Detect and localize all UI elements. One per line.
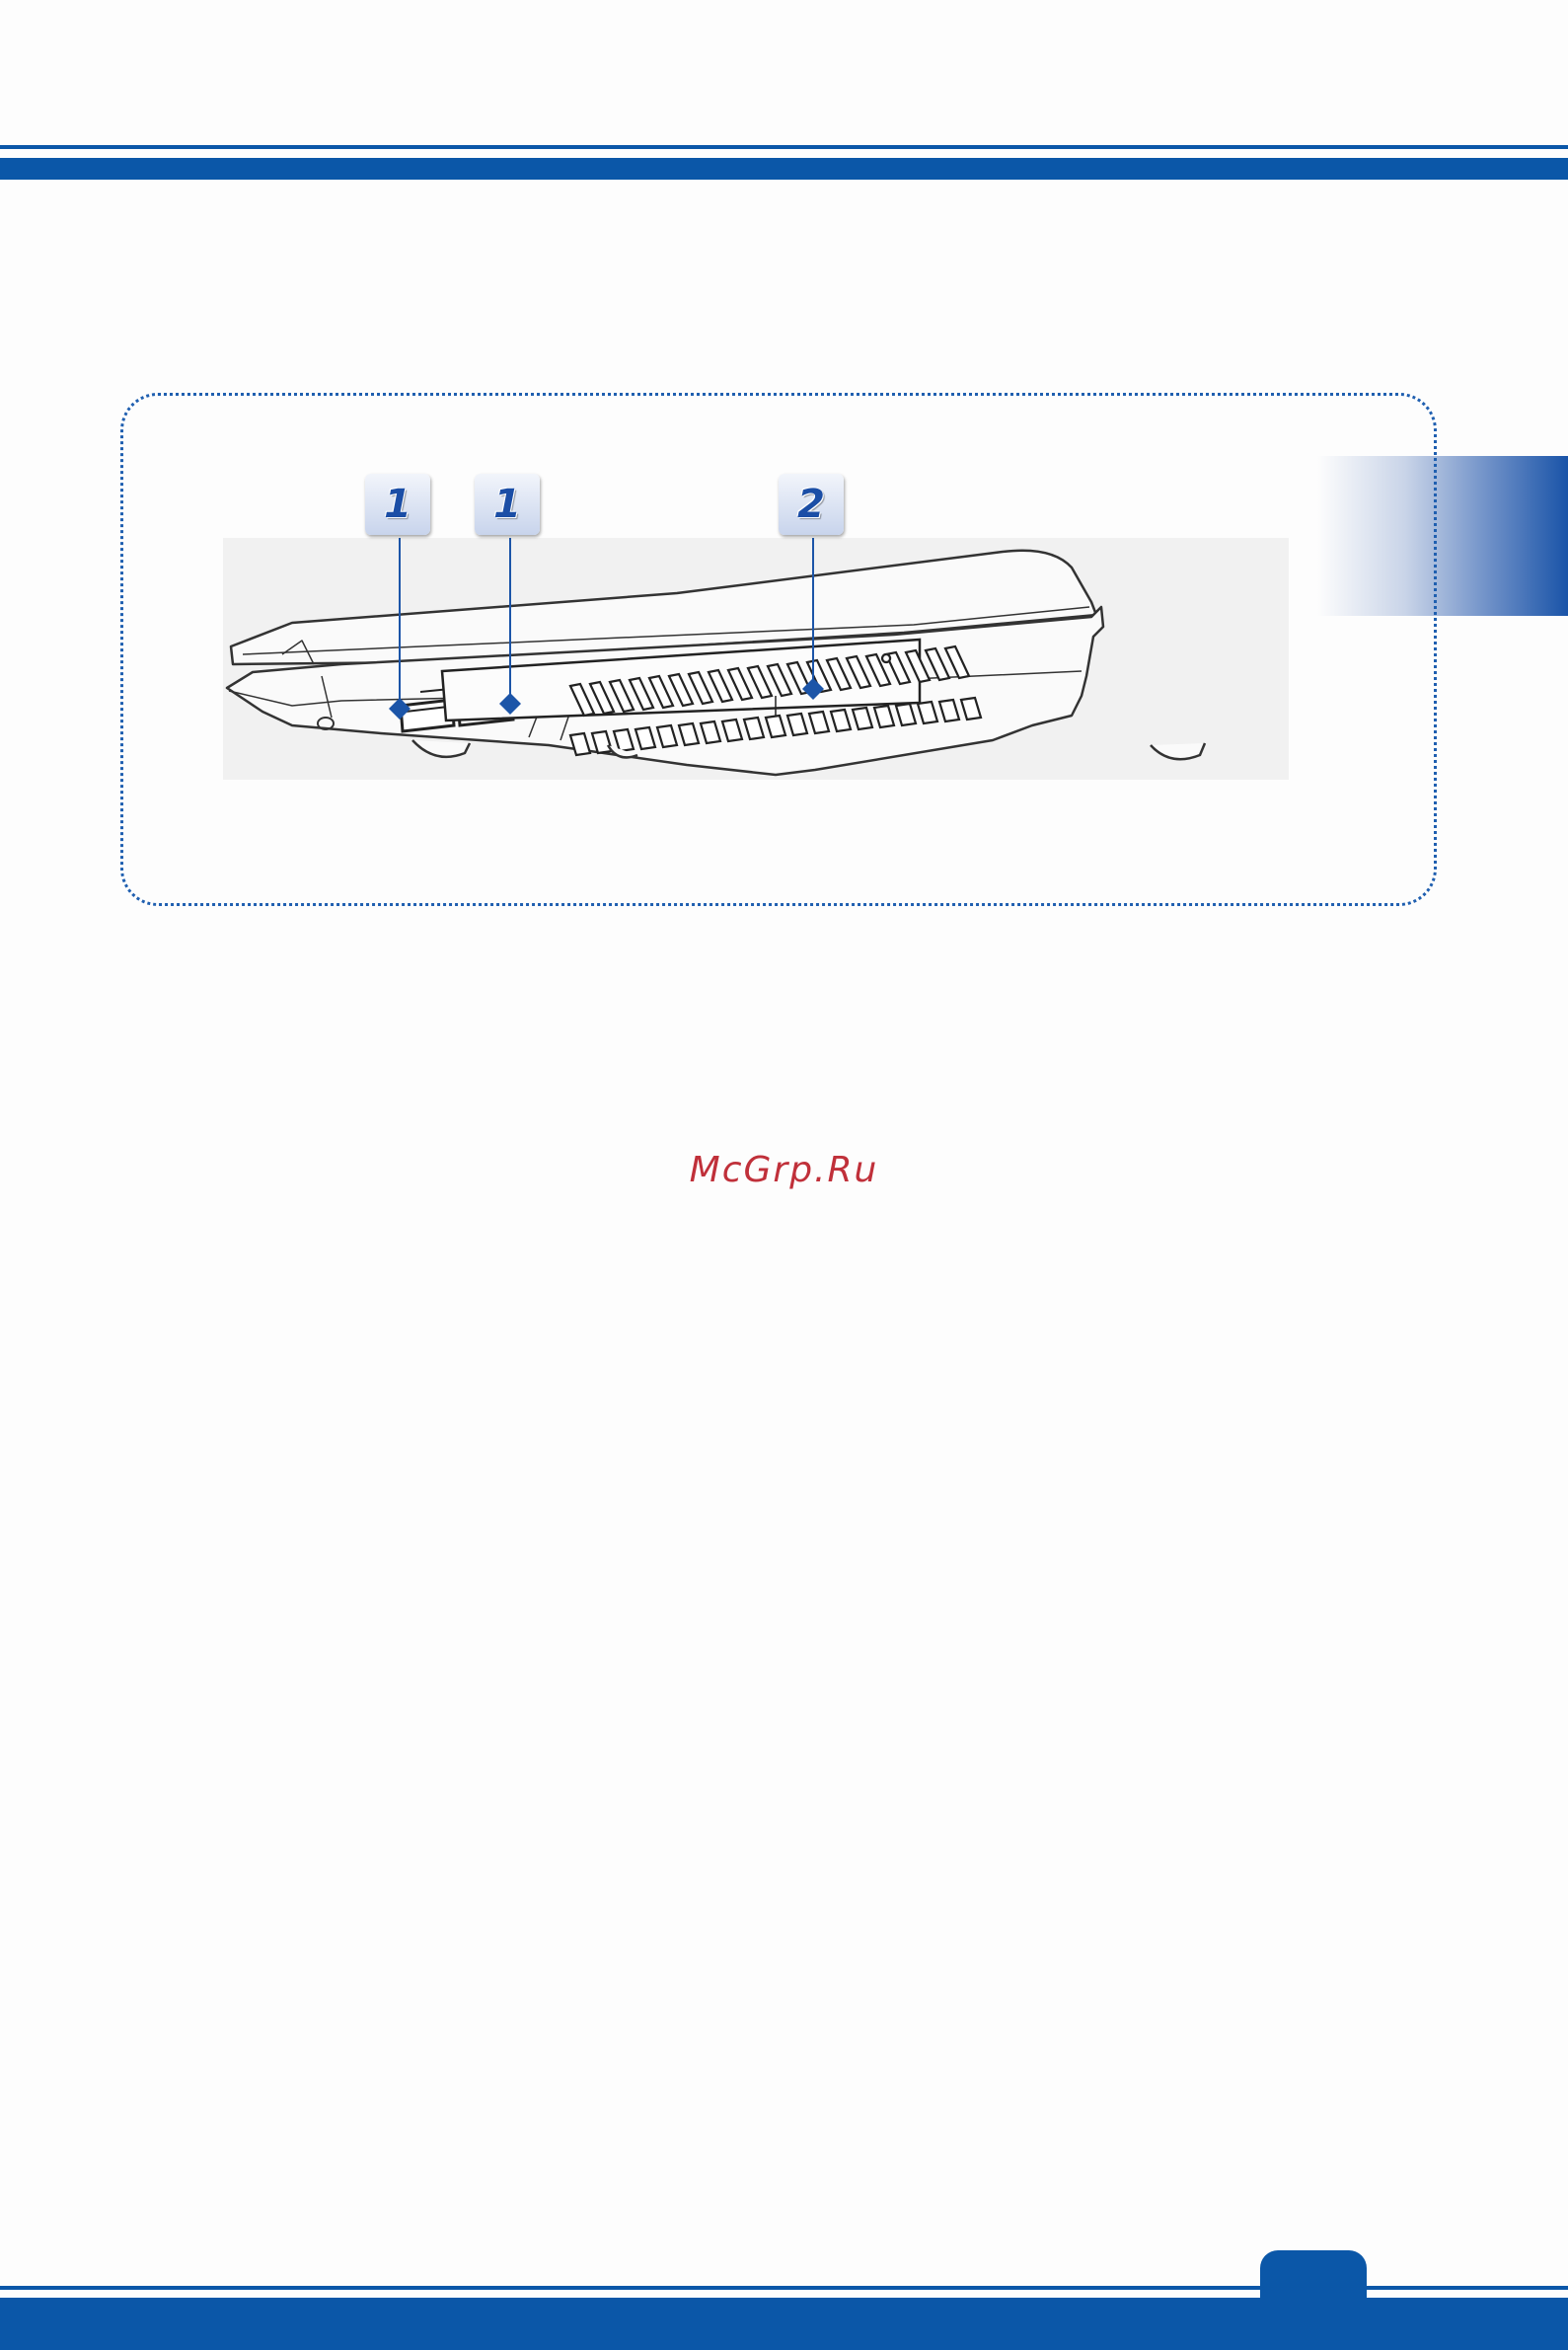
callout-badge-2-optical-drive: 2 — [779, 474, 844, 535]
callout-badge-1-usb: 1 — [365, 474, 430, 535]
footer-rule-thick — [0, 2298, 1568, 2350]
callout-badge-1-usb-second: 1 — [475, 474, 540, 535]
target-marker-usb-1 — [389, 698, 411, 720]
target-marker-usb-2 — [499, 693, 521, 715]
target-marker-optical-drive — [802, 678, 824, 700]
watermark-text: McGrp.Ru — [689, 1150, 879, 1190]
target-markers — [0, 0, 1568, 888]
footer-rule-thin — [0, 2286, 1568, 2290]
